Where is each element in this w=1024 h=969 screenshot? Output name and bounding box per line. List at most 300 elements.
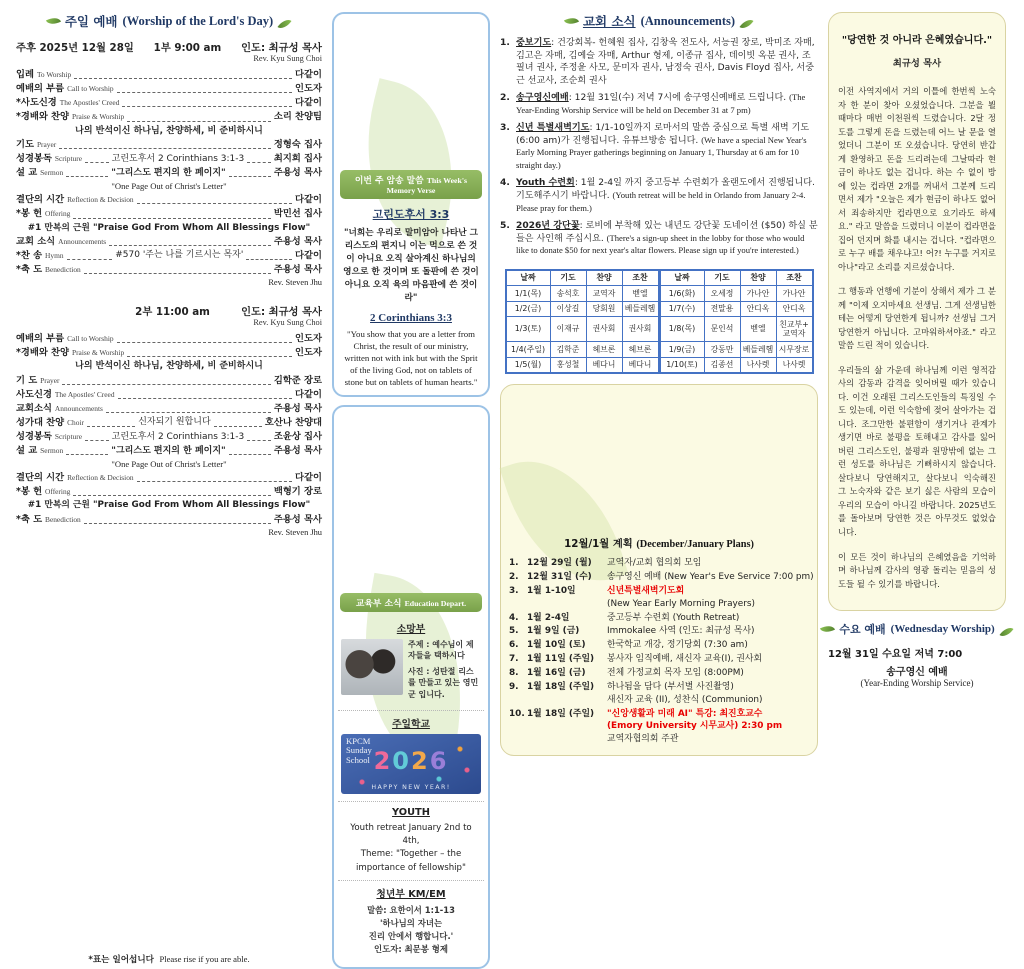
somang-title: 소망부 <box>396 623 426 635</box>
worship-item-label <box>16 249 64 263</box>
worship-row <box>16 374 322 388</box>
worship-item-assignee: 인도자 <box>295 332 322 344</box>
worship-item-assignee: 정형숙 집사 <box>273 139 322 150</box>
leaf-icon <box>46 14 61 27</box>
schedule-cell: 벧엘 <box>622 286 659 301</box>
worship-item-en: To Worship <box>36 70 72 79</box>
rise-footnote-en: Please rise if you are able. <box>159 953 250 964</box>
verse-title-ko: 고린도후서 3:3 <box>372 208 450 221</box>
announcement-text: : 12월 31일(수) 저녁 7시에 송구영신예배로 드립니다. <box>568 93 787 104</box>
plan-description-line: 교역자협의회 주관 <box>607 733 679 744</box>
worship-row <box>16 444 322 458</box>
schedule-header-cell: 조찬 <box>622 270 659 286</box>
leader-dashes <box>84 273 271 274</box>
plan-description <box>607 667 809 679</box>
wednesday-title-en: (Wednesday Worship) <box>890 623 995 636</box>
schedule-cell: 베들레헴 <box>740 342 776 357</box>
announcement-text-en: (There's a sign-up sheet in the lobby for those who would like to donate $50 for next year's altar flowers. Please sign up if you're interested.) <box>516 232 805 256</box>
worship-center-line: #1 만복의 근원 "Praise God From Whom All Blessings Flow" <box>27 222 311 233</box>
schedule-cell: 안디옥 <box>740 301 776 316</box>
worship-item-en: Prayer <box>36 140 57 149</box>
worship-column <box>16 12 322 969</box>
leader-dashes <box>247 162 271 163</box>
worship-item-assignee: 다같이 <box>295 472 322 484</box>
leader-dashes <box>73 495 271 496</box>
plan-description-line: 봉사자 임직예배, 새신자 교육(I), 권사회 <box>607 654 763 665</box>
year-digit: 2 <box>411 746 430 775</box>
schedule-cell: 오세정 <box>704 286 740 301</box>
memory-education-column <box>332 12 490 969</box>
text-line: Youth retreat January 2nd to 4th, <box>350 822 472 846</box>
leader-dashes <box>229 454 271 455</box>
worship-item-ko: 입례 <box>16 69 34 80</box>
schedule-cell: 1/6(화) <box>659 286 704 301</box>
announcement-item <box>500 37 818 87</box>
plan-description <box>607 585 809 610</box>
worship-item-en: Hymn <box>45 250 64 260</box>
worship-item-middle: 고린도후서 2 Corinthians 3:1-3 <box>111 153 245 164</box>
announcement-item <box>500 177 818 215</box>
leader-dashes <box>62 384 270 385</box>
schedule-cell: 1/8(목) <box>659 317 704 342</box>
worship-item-en: Choir <box>67 417 84 427</box>
schedule-cell: 권사회 <box>622 317 659 342</box>
wednesday-service-en: (Year-Ending Worship Service) <box>860 678 974 689</box>
schedule-cell: 당회원 <box>586 301 622 316</box>
worship-item-ko: 설 교 <box>16 167 38 179</box>
kpcm-line3: School <box>346 754 370 765</box>
worship-item-middle: 고린도후서 2 Corinthians 3:1-3 <box>111 431 245 442</box>
schedule-cell: 헤브론 <box>586 342 622 357</box>
worship-item-label <box>16 207 70 221</box>
announcement-title: 중보기도 <box>516 38 552 48</box>
schedule-row <box>506 342 813 357</box>
education-header-en: Education Depart. <box>404 598 467 608</box>
worship-item-en: Call to Worship <box>67 84 114 94</box>
leader-dashes <box>85 440 109 441</box>
worship-item-assignee: 호산나 찬양대 <box>264 416 323 428</box>
worship-title-ko: 주일 예배 <box>64 14 118 29</box>
worship-item-en: Praise & Worship <box>71 347 125 357</box>
worship-row <box>16 416 322 430</box>
announcement-body <box>516 37 818 87</box>
schedule-row <box>506 286 813 301</box>
young-adults-section <box>338 880 484 961</box>
plan-date: 1월 16일 (금) <box>527 668 586 679</box>
schedule-header-cell: 기도 <box>704 270 740 286</box>
plan-description-line: 신년특별새벽기도회 <box>607 586 685 597</box>
worship-item-middle: 신자되기 원합니다 <box>138 417 211 428</box>
schedule-header-cell: 날짜 <box>506 270 551 286</box>
worship-title-en: (Worship of the Lord's Day) <box>122 13 274 28</box>
year-digit: 2 <box>373 746 393 775</box>
worship-item-label <box>16 513 81 527</box>
essay-paragraph: 그 행동과 언행에 기분이 상해서 제가 그 분께 "이제 오지마세요 선생님. 그게 선생님한테는 어떻게 당연한게 됩니까? 선생님 그거 당연한거 아닙니다. 고마워하셔야죠." 라고 말씀 드린 적이 있습니다. <box>838 286 996 351</box>
leader-dashes <box>117 92 292 93</box>
leader-dashes <box>247 440 271 441</box>
plan-number: 1. <box>509 558 519 569</box>
leader-dashes <box>214 426 262 427</box>
worship-item-en: Scripture <box>54 154 82 164</box>
announcements-column <box>500 12 818 969</box>
service1-leader-en: Rev. Kyu Sung Choi <box>253 54 322 63</box>
worship-item-assignee: 박민선 집사 <box>273 208 322 220</box>
plan-number: 6. <box>509 640 519 651</box>
worship-item-assignee: 주용성 목사 <box>273 167 322 179</box>
essay-author: 최규성 목사 <box>892 58 942 69</box>
leader-dashes <box>137 203 292 204</box>
worship-item-ko: *축 도 <box>16 513 43 525</box>
worship-row <box>16 207 322 221</box>
worship-right-line: Rev. Steven Jhu <box>268 527 322 537</box>
plan-description-line: Immokalee 사역 (인도: 최규성 목사) <box>607 626 755 637</box>
plans-title <box>509 535 809 550</box>
worship-center-line: "One Page Out of Christ's Letter" <box>111 459 227 470</box>
worship-row <box>16 249 322 263</box>
service2-leader-en: Rev. Kyu Sung Choi <box>253 317 322 327</box>
kpcm-line2: Sunday <box>346 745 372 756</box>
plans-box <box>500 384 818 756</box>
worship-item-label <box>16 96 119 110</box>
announcement-text-en: (The Year-Ending Worship Service will be held on December 31 at 7 pm) <box>516 92 806 115</box>
plan-item <box>509 571 814 583</box>
worship-item-en: Sermon <box>40 168 64 178</box>
service1-leader: 인도: 최규성 목사 <box>241 42 322 54</box>
announcement-text: : 1/1-10일까지 로마서의 말씀 중심으로 특별 새벽 기도(6:00 am)가 진행됩니다. 유튜브방송 됩니다. <box>516 123 810 146</box>
plan-description <box>607 571 814 583</box>
plan-description <box>607 612 809 624</box>
leader-dashes <box>66 454 108 455</box>
worship-item-assignee: 인도자 <box>295 346 322 358</box>
worship-item-middle: #570 '주는 나를 기르시는 목자' <box>115 250 244 261</box>
schedule-cell: 1/5(월) <box>506 357 551 373</box>
worship-item-label <box>16 110 124 124</box>
plan-item <box>509 612 809 624</box>
worship-center-line: #1 만복의 근원 "Praise God From Whom All Blessings Flow" <box>27 500 311 511</box>
announcements-title-ko: 교회 소식 <box>582 14 636 29</box>
text-line: Theme: "Together – the <box>360 849 462 860</box>
second-service-order <box>16 332 322 539</box>
worship-item-en: Benediction <box>45 264 81 274</box>
leader-dashes <box>59 148 271 149</box>
worship-item-assignee: 김학준 장로 <box>273 374 322 386</box>
plan-description-line: 교역자/교회 협의회 모임 <box>607 558 702 569</box>
pastor-column <box>828 12 1006 969</box>
wednesday-service-name: 송구영신 예배 <box>886 667 948 679</box>
announcement-list <box>500 37 818 263</box>
verse-text-en: "You show that you are a letter from Christ, the result of our ministry, written not with ink but with the Sprit of the living God, not on tablets of stone but on tablets of human hearts." <box>344 329 478 387</box>
youth-section <box>338 801 484 880</box>
schedule-cell: 1/1(목) <box>506 286 551 301</box>
plan-description <box>607 653 809 665</box>
worship-item-label <box>16 430 82 444</box>
worship-item-label <box>16 193 134 207</box>
worship-item-assignee: 주용성 목사 <box>273 402 322 414</box>
plan-number: 3. <box>509 586 519 597</box>
worship-item-ko: *봉 헌 <box>16 208 43 220</box>
wednesday-worship-section <box>828 621 1006 688</box>
rise-footnote <box>16 953 322 969</box>
worship-item-en: Offering <box>45 487 71 497</box>
wednesday-datetime: 12월 31일 수요일 저녁 7:00 <box>828 649 963 661</box>
somang-photo <box>341 639 403 695</box>
schedule-cell: 김종선 <box>704 357 740 373</box>
worship-row <box>16 68 322 82</box>
pastor-essay-box <box>828 12 1006 611</box>
leader-dashes <box>67 259 113 260</box>
plan-description <box>607 639 809 651</box>
worship-row <box>16 235 322 249</box>
prayer-schedule-table <box>505 269 814 374</box>
announcement-item <box>500 220 818 258</box>
schedule-cell: 1/7(수) <box>659 301 704 316</box>
worship-item-en: Scripture <box>54 432 82 442</box>
announcement-number: 1. <box>500 37 510 48</box>
worship-item-label <box>16 332 114 346</box>
schedule-cell: 가나안 <box>740 286 776 301</box>
leader-dashes <box>122 106 292 107</box>
plan-description-line: 새신자 교육 (II), 성찬식 (Communion) <box>607 694 763 705</box>
worship-row <box>16 82 322 96</box>
plan-description-line: (New Year Early Morning Prayers) <box>607 598 755 609</box>
memory-verse-header-en: This Week's Memory Verse <box>386 176 468 195</box>
schedule-cell: 이재규 <box>550 317 586 342</box>
worship-right-line: Rev. Steven Jhu <box>268 278 322 288</box>
verse-text-ko: "너희는 우리로 말미암아 나타난 그리스도의 편지니 이는 먹으로 쓴 것이 아니요 오직 살아계신 하나님의 영으로 한 것이며 또 돌판에 쓴 것이 아니요 오직 육의 마음판에 쓴 것이라" <box>343 228 479 304</box>
worship-item-en: Announcements <box>58 236 107 246</box>
worship-row <box>16 513 322 527</box>
worship-item-ko: 교회 소식 <box>16 235 56 247</box>
worship-item-label <box>16 374 59 388</box>
worship-item-assignee: 주용성 목사 <box>273 445 322 457</box>
schedule-cell: 권사회 <box>586 317 622 342</box>
essay-paragraph: 이 모든 것이 하나님의 은혜였음을 기억하며 하나님께 감사의 영광 돌리는 믿음의 성도들 될 수 있기를 바랍니다. <box>838 551 996 589</box>
worship-item-assignee: 최지희 집사 <box>273 153 323 165</box>
worship-row <box>16 152 322 166</box>
schedule-cell: 교역자 <box>586 286 622 301</box>
worship-item-label <box>16 444 63 458</box>
announcement-body <box>516 177 818 215</box>
year-digit: 0 <box>392 746 411 775</box>
schedule-cell: 시무장로 <box>776 342 813 357</box>
worship-item-label <box>16 263 81 277</box>
plan-date: 1월 18일 (주일) <box>527 682 595 693</box>
worship-item-en: Praise & Worship <box>71 112 125 122</box>
somang-text <box>408 639 481 705</box>
plan-item <box>509 625 809 637</box>
plan-date: 12월 31일 (수) <box>527 572 592 583</box>
worship-item-label <box>16 166 63 180</box>
leaf-icon <box>820 622 835 635</box>
leaf-icon <box>564 14 579 27</box>
worship-item-assignee: 다같이 <box>295 194 322 206</box>
schedule-header-cell: 조찬 <box>776 270 813 286</box>
announcement-body <box>516 122 818 172</box>
worship-item-en: Offering <box>45 209 71 219</box>
worship-item-label <box>16 82 114 96</box>
worship-item-ko: *사도신경 <box>16 97 57 109</box>
schedule-header-cell: 날짜 <box>659 270 704 286</box>
service1-time: 1부 9:00 am <box>153 42 222 54</box>
service-date: 주후 2025년 12월 28일 <box>16 42 134 54</box>
announcement-item <box>500 92 818 117</box>
schedule-cell: 1/4(주일) <box>506 342 551 357</box>
announcement-body <box>516 92 818 117</box>
schedule-cell: 1/3(토) <box>506 317 551 342</box>
somang-content <box>341 639 481 705</box>
memory-verse-header-ko: 이번 주 암송 말씀 <box>354 176 424 186</box>
worship-item-label <box>16 402 103 416</box>
leaf-icon <box>999 624 1013 639</box>
worship-row <box>16 485 322 499</box>
plan-date: 1월 10일 (토) <box>527 640 586 651</box>
worship-item-label <box>16 138 56 152</box>
schedule-cell: 친교부+ 교역자 <box>776 317 813 342</box>
worship-item-ko: 결단의 시간 <box>16 194 65 206</box>
plan-number: 5. <box>509 626 519 637</box>
worship-item-ko: *찬 송 <box>16 249 43 261</box>
service2-date-line <box>16 303 322 318</box>
new-year-banner <box>341 734 481 794</box>
schedule-cell: 베다니 <box>586 357 622 373</box>
worship-item-label <box>16 471 134 485</box>
announcement-number: 4. <box>500 177 510 189</box>
leader-dashes <box>66 176 108 177</box>
plan-date: 1월 9일 (금) <box>527 626 580 637</box>
schedule-cell: 송석호 <box>550 286 586 301</box>
worship-item-label <box>16 388 115 402</box>
worship-row <box>16 388 322 402</box>
plan-item <box>509 708 809 745</box>
worship-item-en: Announcements <box>54 403 103 413</box>
schedule-cell: 1/10(토) <box>659 357 704 373</box>
worship-row <box>16 263 322 277</box>
leader-dashes <box>118 398 293 399</box>
leader-dashes <box>229 176 271 177</box>
worship-item-en: The Apostles' Creed <box>59 98 120 108</box>
announcement-text: : 1월 2-4일 까지 중고등부 수련회가 올랜도에서 진행됩니다. 기도해주시기 바랍니다. <box>516 178 815 202</box>
leader-dashes <box>127 121 271 122</box>
worship-item-en: Prayer <box>40 375 60 385</box>
worship-item-ko: *경배와 찬양 <box>16 111 70 123</box>
worship-item-ko: 기도 <box>16 139 34 150</box>
worship-item-ko: 성경봉독 <box>16 153 52 165</box>
plan-number: 2. <box>509 572 519 583</box>
essay-paragraph: 이전 사역지에서 거의 이틀에 한번씩 노숙자 한 분이 찾아 오셨었습니다. 그분을 뵐 때마다 매번 이천원씩 드렸습니다. 2달 정도를 그렇게 돈을 드렸는데 어느 날 문을 열었더니 그분이 또 오셨습니다. 당연히 반갑게 환영하고 돈을 드리려는데 그날따라 현금이 하나도 없는 겁니다. 하는 수 없이 방에 있는 컵라면 2개를 꺼내서 그분께 드리면서 제가 "오늘은 제가 현금이 하나도 없어서 죄송하지만 컵라면으로 요기라도 하세요." 라고 말씀을 드렸더니 이분이 컵라면을 집어 던지며 화를 내시는 겁니다. "컵라면으로 누구 배를 채우냐고! 어?! 누구를 거지로 아나"라고 소리를 지르셨습니다. <box>838 86 996 272</box>
memory-verse-box <box>332 12 490 397</box>
announcement-number: 2. <box>500 92 510 104</box>
worship-item-assignee: 인도자 <box>295 83 322 95</box>
worship-center-line: 나의 반석이신 하나님, 찬양하세, 비 준비하시니 <box>75 125 263 136</box>
worship-item-en: Call to Worship <box>67 333 114 343</box>
worship-item-en: Reflection & Decision <box>67 195 134 205</box>
leader-dashes <box>127 356 292 357</box>
schedule-table-head <box>506 270 813 286</box>
leader-dashes <box>73 218 271 219</box>
leader-dashes <box>106 412 271 413</box>
youth-title: YOUTH <box>392 806 430 818</box>
worship-item-ko: 예배의 부름 <box>16 332 65 344</box>
leader-dashes <box>137 481 292 482</box>
worship-item-assignee: 소리 찬양팀 <box>273 111 322 123</box>
announcement-number: 3. <box>500 122 510 134</box>
worship-item-assignee: 다같이 <box>295 388 322 400</box>
schedule-header-cell: 기도 <box>550 270 586 286</box>
leader-dashes <box>109 245 271 246</box>
leader-dashes <box>87 426 135 427</box>
worship-item-ko: 교회소식 <box>16 402 52 414</box>
worship-item-ko: *축 도 <box>16 263 43 275</box>
worship-row <box>16 471 322 485</box>
worship-item-label <box>16 235 106 249</box>
worship-center-line: "One Page Out of Christ's Letter" <box>111 181 227 192</box>
young-adults-title: 청년부 KM/EM <box>376 888 446 900</box>
worship-item-assignee: 백형기 장로 <box>273 486 322 498</box>
somang-section <box>338 616 484 710</box>
worship-item-label <box>16 152 82 166</box>
worship-row <box>16 138 322 152</box>
plan-item <box>509 557 809 569</box>
plan-description <box>607 708 809 745</box>
education-header <box>340 593 482 612</box>
worship-item-middle: "그리스도 편지의 한 페이지" <box>111 445 226 456</box>
schedule-header-row <box>506 270 813 286</box>
essay-paragraphs <box>838 85 996 591</box>
plan-description-line: 송구영신 예배 (New Year's Eve Service 7:00 pm) <box>607 572 814 583</box>
plan-description-line: 한국학교 개강, 정기당회 (7:30 am) <box>607 640 748 651</box>
plans-title-en: (December/January Plans) <box>636 539 754 551</box>
worship-item-assignee: 주용성 목사 <box>273 235 322 247</box>
worship-item-ko: 사도신경 <box>16 388 52 400</box>
text-line: 진리 안에서 행합니다.' <box>368 930 454 941</box>
worship-item-label <box>16 346 124 360</box>
essay-title: "당연한 것 아니라 은혜였습니다." <box>841 35 993 46</box>
announcement-title: 송구영신예배 <box>516 93 569 104</box>
plan-date: 1월 18일 (주일) <box>527 708 595 719</box>
schedule-cell: 벧엘 <box>740 317 776 342</box>
worship-item-ko: 기 도 <box>16 374 38 386</box>
worship-row <box>16 96 322 110</box>
text-line: 인도자: 최문봉 형제 <box>374 943 448 954</box>
worship-item-ko: 설 교 <box>16 445 38 457</box>
announcement-number: 5. <box>500 220 510 232</box>
plan-item <box>509 681 809 706</box>
text-line: 말씀: 요한이서 1:1-13 <box>367 904 455 915</box>
worship-item-en: Benediction <box>45 514 81 524</box>
announcement-text: : 건강회복- 헌혜원 집사, 김창욱 전도사, 서능권 장로, 박미조 자매, 김고은 자매, 김예슬 자매, Arthur 형제, 이종규 집사, 데이빗 옥분 권사, 조필녀 권사, 주정윤 사모, 문미자 권사, 남정숙 권사, Davis Floyd 집사, 서중근 선교사, 조순희 권사 <box>516 38 815 86</box>
worship-item-assignee: 조윤상 집사 <box>273 431 323 443</box>
schedule-cell: 강동만 <box>704 342 740 357</box>
leader-dashes <box>246 259 292 260</box>
worship-item-label <box>16 485 70 499</box>
worship-item-en: Reflection & Decision <box>67 473 134 483</box>
worship-item-ko: 성경봉독 <box>16 431 52 443</box>
announcements-title-en: (Announcements) <box>640 13 736 28</box>
plan-date: 12월 29일 (월) <box>527 558 592 569</box>
sunday-school-section <box>338 710 484 801</box>
plan-item <box>509 667 809 679</box>
schedule-cell: 1/2(금) <box>506 301 551 316</box>
worship-item-en: The Apostles' Creed <box>54 389 115 399</box>
worship-item-en: Sermon <box>40 446 64 456</box>
announcement-text: : 로비에 부착해 있는 내년도 강단꽃 도네이션 ($50) 하실 분들은 사인해 주십시요. <box>516 221 818 244</box>
plan-list <box>509 557 814 745</box>
somang-line2: 사진 : 성탄절 리스를 만들고 있는 영민군 입니다. <box>408 666 479 700</box>
plan-number: 10. <box>509 708 525 719</box>
youth-lines <box>341 822 481 875</box>
worship-item-assignee: 다같이 <box>295 97 322 109</box>
plan-description <box>607 625 809 637</box>
